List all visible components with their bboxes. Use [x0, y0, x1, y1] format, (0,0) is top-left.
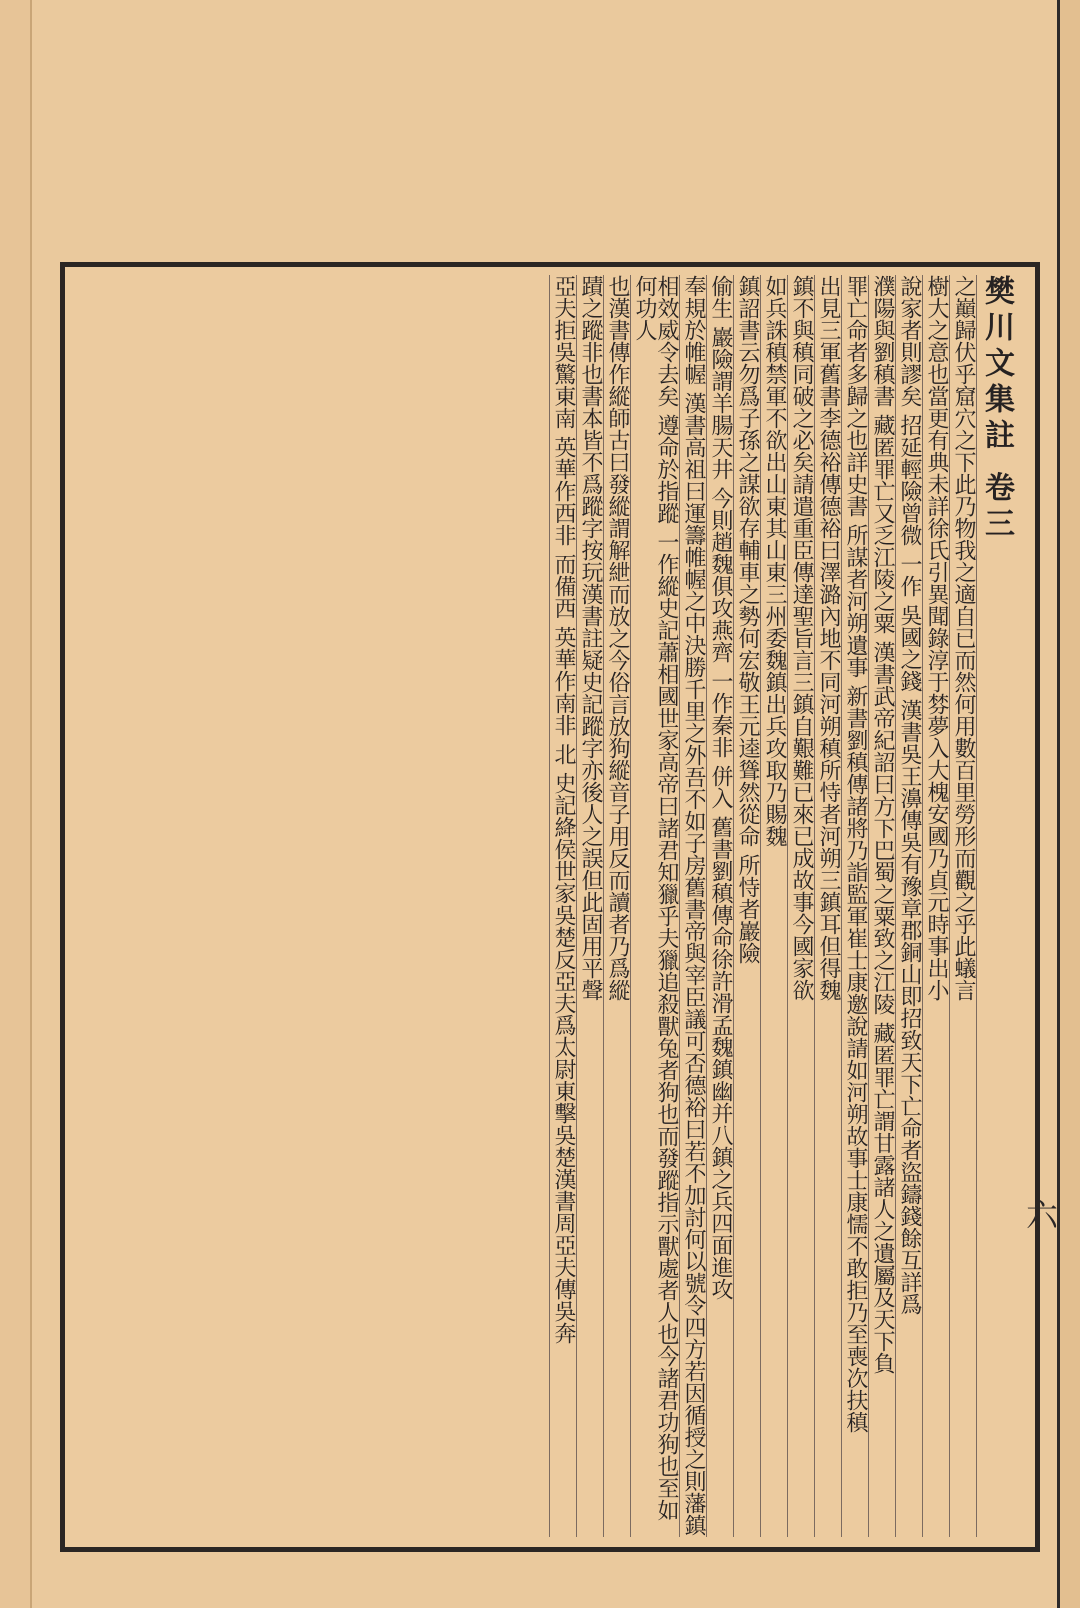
- text-columns: [549, 275, 1015, 1545]
- text-column: 如兵誅稹禁軍不欲出山東其山東三州委魏鎮出兵攻取乃賜魏: [760, 275, 787, 1537]
- text-column: 罪亡命者多歸之也詳史書 所謀者河朔遺事 新書劉稹傳諸將乃詣監軍崔士康邀說請如河朔故事士康懦不敢拒乃至喪次扶稹: [841, 275, 868, 1537]
- text-column: 濮陽與劉稹書 藏匿罪亡又乏江陵之粟 漢書武帝紀詔曰方下巴蜀之粟致之江陵 藏匿罪亡謂甘露諸人之遺屬及天下負: [868, 275, 895, 1537]
- text-column: 蹟之蹤非也書本皆不爲蹤字按玩漢書註疑史記蹤字亦後人之誤但此固用平聲: [576, 275, 603, 1537]
- text-column: 之巔歸伏乎窟穴之下此乃物我之適自已而然何用數百里勞形而觀之乎此蟻言: [949, 275, 976, 1537]
- page-edge-right: [1057, 0, 1080, 1608]
- text-column: 亞夫拒吳驚東南 英華作西非 而備西 英華作南非 北 史記絳侯世家吳楚反亞夫爲太尉東擊吳楚漢書周亞夫傳吳奔: [549, 275, 576, 1537]
- column-title: 樊川文集註 卷三: [976, 275, 1015, 1537]
- text-column: 也漢書傳作縱師古曰發縱謂解紲而放之今俗言放狗縱音子用反而讀者乃爲縱: [603, 275, 630, 1537]
- text-column: 說家者則謬矣 招延輕險曾微 一作 吳國之錢 漢書吳王濞傳吳有豫章郡銅山即招致天下亡命者盜鑄錢餘互詳爲: [895, 275, 922, 1537]
- text-column: 出見三軍舊書李德裕傳德裕曰澤潞內地不同河朔稹所恃者河朔三鎮耳但得魏: [814, 275, 841, 1537]
- text-column: 鎮不與稹同破之必矣請遣重臣傳達聖旨言三鎮自艱難已來已成故事今國家欲: [787, 275, 814, 1537]
- text-column: 鎮詔書云勿爲子孫之謀欲存輔車之勢何宏敬王元逵聳然從命 所恃者巖險: [733, 275, 760, 1537]
- page-fold-left: [0, 0, 32, 1608]
- page-number: 六: [1025, 1196, 1058, 1234]
- text-column: 奉規於帷幄 漢書高祖曰運籌帷幄之中決勝千里之外吾不如子房舊書帝與宰臣議可否德裕曰若不加討何以號令四方若因循授之則藩鎮: [681, 275, 706, 1536]
- text-frame: [60, 262, 1040, 1552]
- text-column: 相效威令去矣 遵命於指蹤 一作縱史記蕭相國世家高帝曰諸君知獵乎夫獵追殺獸兔者狗也而發蹤指示獸處者人也今諸君功狗也至如何功人: [630, 275, 679, 1537]
- text-column: 樹大之意也當更有典未詳徐氏引異聞錄淳于棼夢入大槐安國乃貞元時事出小: [922, 275, 949, 1537]
- text-column: 偷生 巖險謂羊腸天井 今則趙魏俱攻燕齊 一作秦非 併入 舊書劉稹傳命徐許滑孟魏鎮幽并八鎮之兵四面進攻: [706, 275, 733, 1537]
